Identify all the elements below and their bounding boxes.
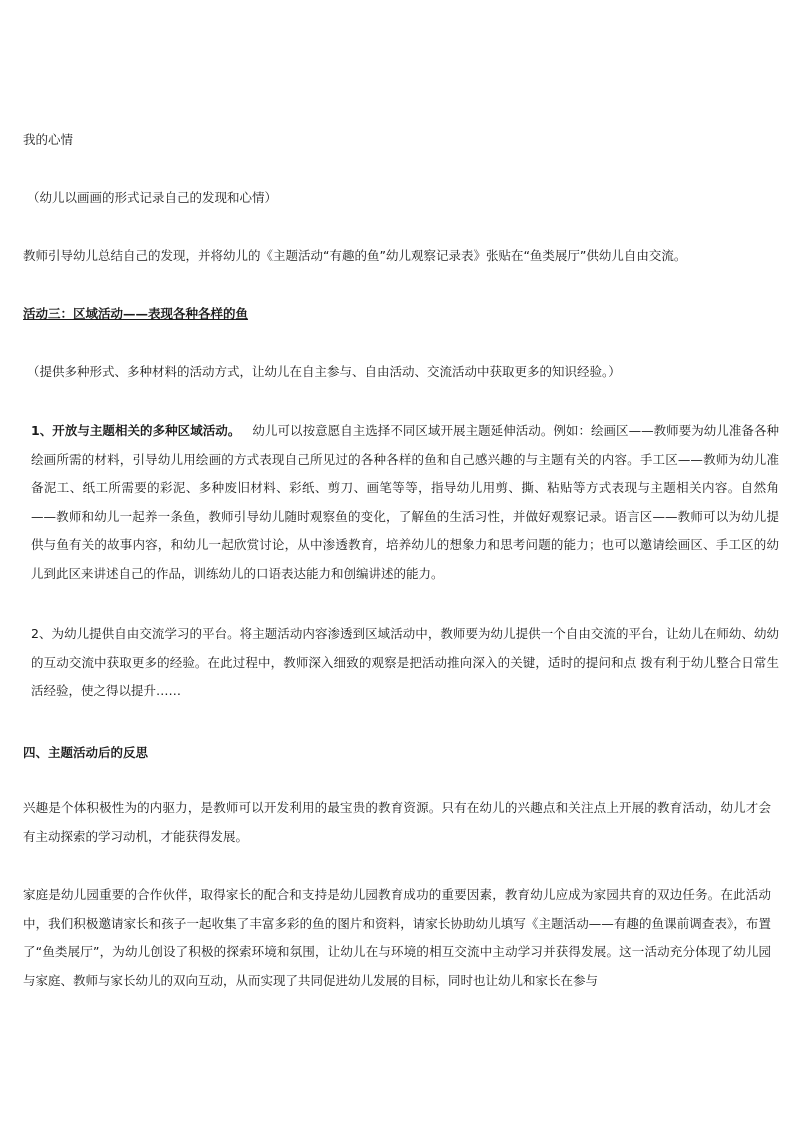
reflection-paragraph-1: 兴趣是个体积极性为的内驱力，是教师可以开发利用的最宝贵的教育资源。只有在幼儿的兴趣点和关注点上开展的教育活动，幼儿才会有主动探索的学习动机，才能获得发展。 (23, 800, 771, 844)
reflection-paragraph-2: 家庭是幼儿园重要的合作伙伴，取得家长的配合和支持是幼儿园教育成功的重要因素，教育幼儿应成为家园共育的双边任务。在此活动中，我们积极邀请家长和孩子一起收集了丰富多彩的鱼的图片和资料，请家长协助幼儿填写《主题活动——有趣的鱼课前调查表》，布置了“鱼类展厅”，为幼儿创设了积极的探索环境和氛围，让幼儿在与环境的相互交流中主动学习并获得发展。这一活动充分体现了幼儿园与家庭、教师与家长幼儿的双向互动，从而实现了共同促进幼儿发展的目标，同时也让幼儿和家长在参与 (23, 887, 771, 988)
activity3-title: 活动三：区域活动——表现各种各样的鱼 (23, 306, 249, 321)
item1-title: 1、开放与主题相关的多种区域活动。 (31, 423, 241, 438)
item1-paragraph (23, 417, 779, 588)
activity3-note: （提供多种形式、多种材料的活动方式，让幼儿在自主参与、自由活动、交流活动中获取更多的知识经验。） (27, 364, 621, 379)
note-record: （幼儿以画画的形式记录自己的发现和心情） (27, 190, 278, 205)
item1-body: 幼儿可以按意愿自主选择不同区域开展主题延伸活动。例如：绘画区——教师要为幼儿准备各种绘画所需的材料，引导幼儿用绘画的方式表现自己所见过的各种各样的鱼和自己感兴趣的与主题有关的内容。手工区——教师为幼儿准备泥工、纸工所需要的彩泥、多种废旧材料、彩纸、剪刀、画笔等等，指导幼儿用剪、撕、粘贴等方式表现与主题相关内容。自然角——教师和幼儿一起养一条鱼，教师引导幼儿随时观察鱼的变化，了解鱼的生活习性，并做好观察记录。语言区——教师可以为幼儿提供与鱼有关的故事内容，和幼儿一起欣赏讨论，从中渗透教育，培养幼儿的想象力和思考问题的能力；也可以邀请绘画区、手工区的幼儿到此区来讲述自己的作品，训练幼儿的口语表达能力和创编讲述的能力。 (31, 423, 779, 581)
section4-title: 四、主题活动后的反思 (23, 745, 149, 760)
item2-paragraph: 2、为幼儿提供自由交流学习的平台。将主题活动内容渗透到区域活动中，教师要为幼儿提供一个自由交流的平台，让幼儿在师幼、幼幼的互动交流中获取更多的经验。在此过程中，教师深入细致的观察是把活动推向深入的关键，适时的提问和点 拨有利于幼儿整合日常生活经验，使之得以提升…… (31, 626, 779, 698)
summary-line: 教师引导幼儿总结自己的发现，并将幼儿的《主题活动“有趣的鱼”幼儿观察记录表》张贴在“鱼类展厅”供幼儿自由交流。 (23, 248, 687, 263)
heading-mood: 我的心情 (23, 132, 74, 147)
